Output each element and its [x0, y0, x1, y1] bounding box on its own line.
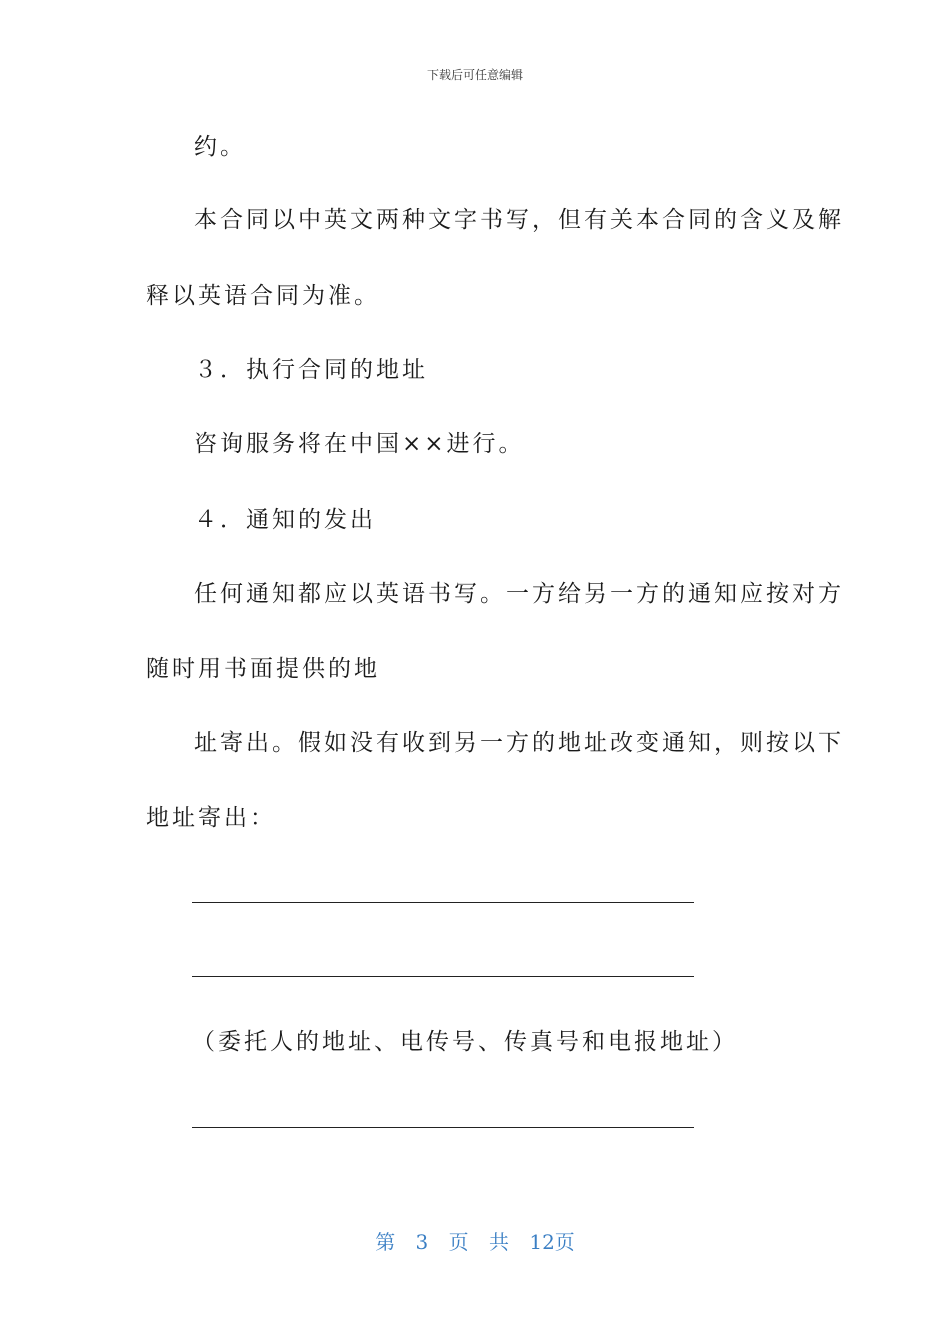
blank-line — [192, 1127, 694, 1128]
section-heading-4: ４．通知的发出 — [194, 507, 376, 533]
footer-label-page: 第 — [375, 1230, 396, 1254]
footer-label-unit: 页 — [448, 1230, 469, 1254]
blank-line — [192, 902, 694, 903]
paragraph-line: 随时用书面提供的地 — [146, 656, 380, 682]
paragraph-line: 咨询服务将在中国××进行。 — [194, 431, 525, 457]
page-header: 下载后可任意编辑 — [426, 68, 523, 82]
paragraph-line: 任何通知都应以英语书写。一方给另一方的通知应按对方 — [194, 581, 844, 607]
footer-label-total: 共 — [489, 1230, 509, 1254]
footer-total-pages: 12页 — [529, 1230, 575, 1254]
paragraph-line: 约。 — [194, 134, 246, 160]
page-footer — [0, 1226, 950, 1255]
section-heading-3: ３．执行合同的地址 — [194, 357, 428, 383]
client-address-note: （委托人的地址、电传号、传真号和电报地址） — [192, 1029, 738, 1055]
paragraph-line: 址寄出。假如没有收到另一方的地址改变通知，则按以下 — [194, 730, 844, 756]
paragraph-line: 地址寄出： — [146, 805, 276, 831]
paragraph-line: 释以英语合同为准。 — [146, 283, 380, 309]
blank-line — [192, 976, 694, 977]
paragraph-line: 本合同以中英文两种文字书写，但有关本合同的含义及解 — [194, 207, 844, 233]
footer-page-number: 3 — [415, 1230, 429, 1254]
